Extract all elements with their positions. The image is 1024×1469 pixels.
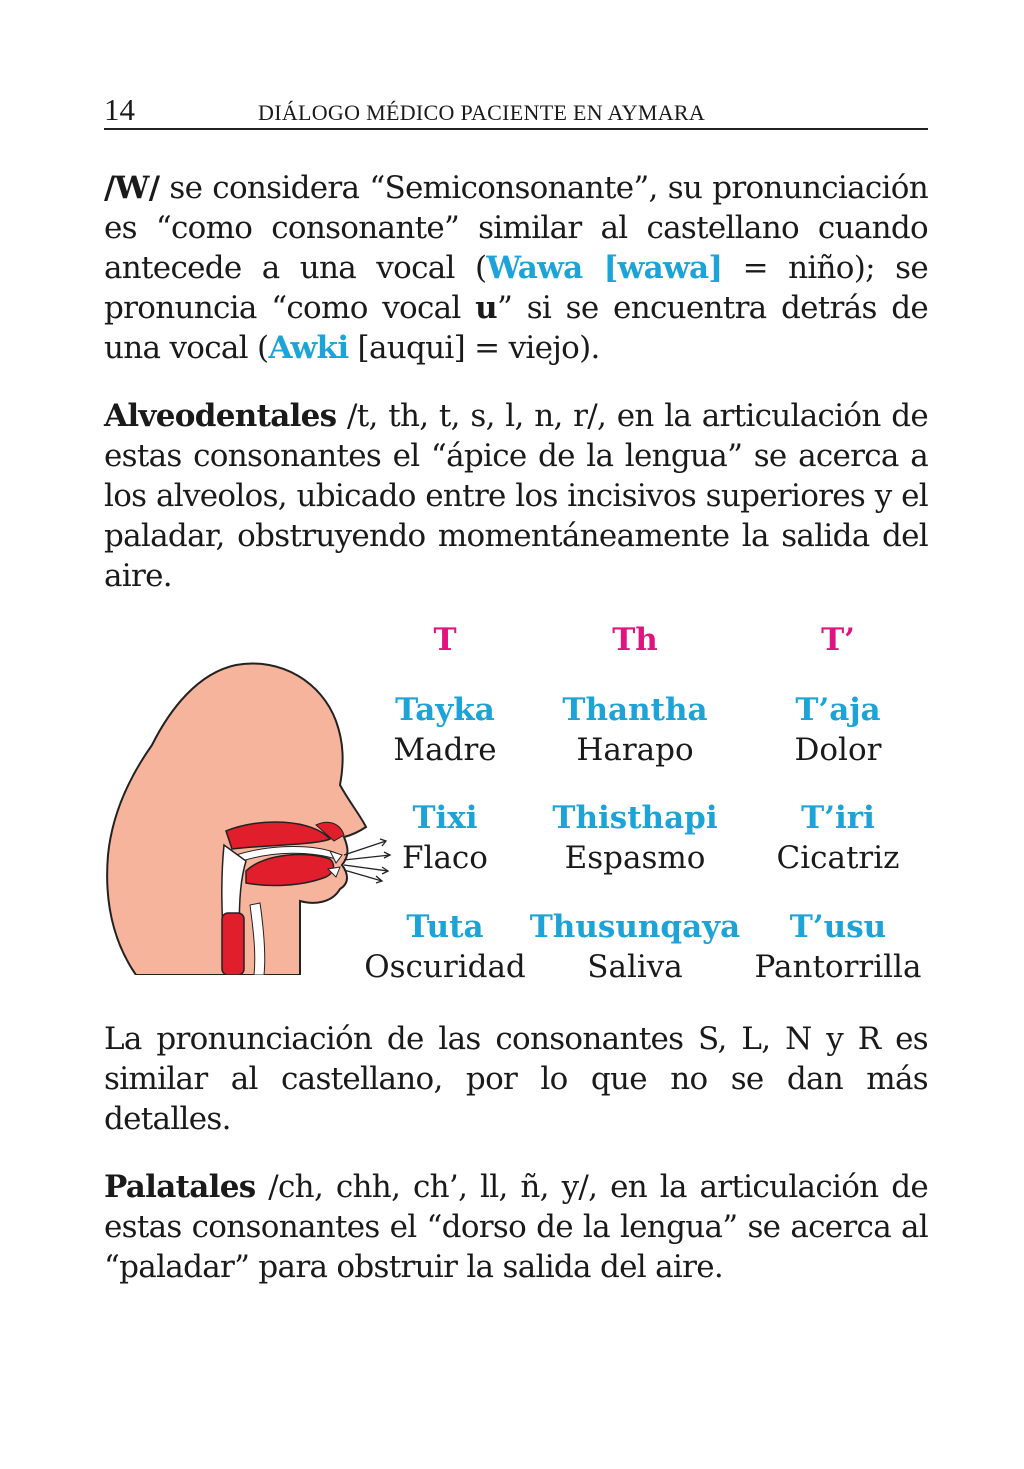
example-awki: Awki <box>268 330 349 366</box>
spanish-gloss: Cicatriz <box>776 840 900 876</box>
head-profile-illustration <box>104 655 400 975</box>
aymara-word: Thisthapi <box>552 800 718 836</box>
paragraph-palatales: Palatales /ch, chh, ch’, ll, ñ, y/, en la articulación de estas consonantes el “dorso de la lengua” se acerca al “paladar” para obstruir la salida del aire. <box>104 1169 928 1285</box>
column-header-th: Th <box>612 622 658 658</box>
page-header <box>104 92 928 130</box>
paragraph-w-semiconsonant: /W/ se considera “Semiconsonante”, su pronunciación es “como consonante” similar al castellano cuando antecede a una vocal (Wawa [wawa] = niño); se pronuncia “como vocal u” si se encuentra detrás de una vocal (Awki [auqui] = viejo). <box>104 170 928 366</box>
running-title: DIÁLOGO MÉDICO PACIENTE EN AYMARA <box>258 100 706 125</box>
trachea <box>222 913 244 975</box>
aymara-word: T’iri <box>801 800 875 836</box>
page-number: 14 <box>104 92 135 127</box>
aymara-word: T’aja <box>795 692 881 728</box>
aymara-word: Thantha <box>562 692 708 728</box>
paragraph-s-l-n-r: La pronunciación de las consonantes S, L, N y R es similar al castellano, por lo que no se dan más detalles. <box>104 1021 928 1137</box>
vowel-u: u <box>475 290 498 326</box>
column-header-t-glottal: T’ <box>821 622 855 658</box>
spanish-gloss: Dolor <box>794 732 882 768</box>
spanish-gloss: Harapo <box>576 732 694 768</box>
paragraph-alveodentales: Alveodentales /t, th, t, s, l, n, r/, en la articulación de estas consonantes el “ápice de la lengua” se acerca a los alveolos, ubicado entre los incisivos superiores y el paladar, obstruyendo momentáneamente la salida del aire. <box>104 398 928 594</box>
spanish-gloss: Flaco <box>402 840 488 876</box>
aymara-word: Tuta <box>406 909 484 945</box>
spanish-gloss: Oscuridad <box>364 949 526 985</box>
spanish-gloss: Pantorrilla <box>754 949 922 985</box>
spanish-gloss: Madre <box>393 732 497 768</box>
spanish-gloss: Saliva <box>587 949 683 985</box>
term-w: /W/ <box>104 170 160 206</box>
column-header-t: T <box>433 622 457 658</box>
term-palatales: Palatales <box>104 1169 256 1205</box>
aymara-word: Tixi <box>412 800 478 836</box>
aymara-word: T’usu <box>789 909 887 945</box>
aymara-word: Tayka <box>395 692 495 728</box>
spanish-gloss: Espasmo <box>564 840 706 876</box>
example-wawa: Wawa [wawa] <box>486 250 723 286</box>
aymara-word: Thusunqaya <box>529 909 741 945</box>
term-alveodentales: Alveodentales <box>104 398 337 434</box>
